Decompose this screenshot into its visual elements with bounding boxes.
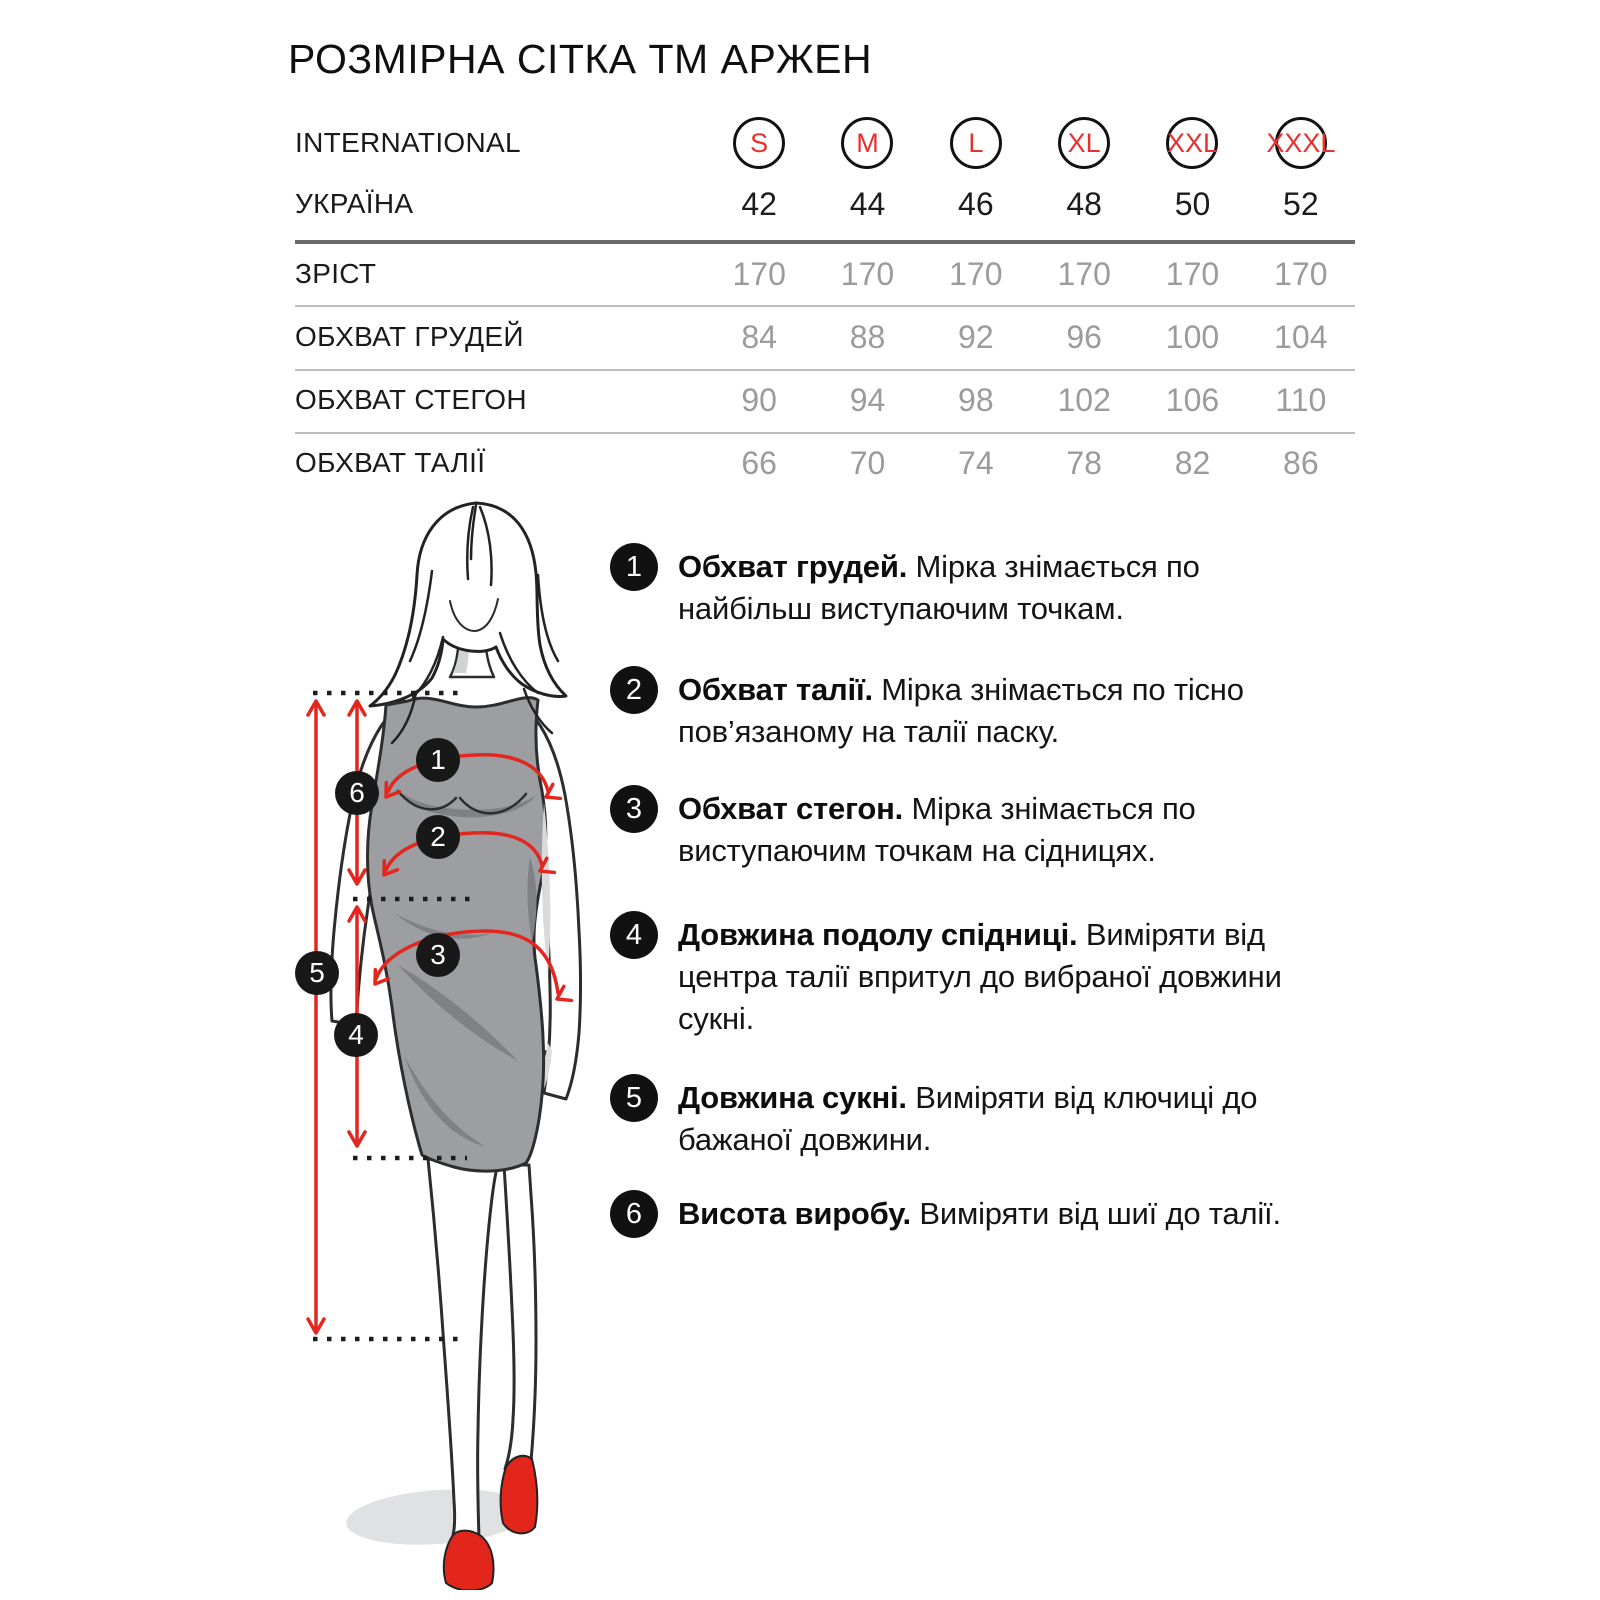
table-cell: 74 bbox=[958, 444, 994, 481]
table-divider bbox=[295, 305, 1355, 307]
table-cell: 86 bbox=[1283, 444, 1319, 481]
size-badge-xxxl: XXXL bbox=[1275, 117, 1327, 169]
size-badge-s: S bbox=[733, 117, 785, 169]
ukraine-label: УКРАЇНА bbox=[295, 188, 414, 219]
measurement-item-waist bbox=[610, 669, 1333, 753]
table-cell: 50 bbox=[1174, 185, 1211, 222]
measurement-text: Обхват стегон. Мірка знімається по виступаючим точкам на сідницях. bbox=[678, 791, 1196, 868]
measurement-text: Обхват талії. Мірка знімається по тісно пов’язаному на талії паску. bbox=[678, 672, 1244, 749]
table-cell: 170 bbox=[732, 255, 786, 292]
measurement-number-badge: 3 bbox=[610, 785, 658, 833]
measurement-text: Довжина подолу спідниці. Виміряти від центра талії впритул до вибраної довжини сукні. bbox=[678, 917, 1282, 1036]
table-cell: 82 bbox=[1174, 444, 1211, 481]
table-cell: 98 bbox=[958, 381, 994, 418]
table-divider bbox=[295, 432, 1355, 434]
size-badge-l: L bbox=[950, 117, 1002, 169]
figure-badge-waist: 2 bbox=[416, 815, 460, 859]
table-cell: 110 bbox=[1275, 381, 1327, 418]
table-cell: 70 bbox=[849, 444, 886, 481]
row-label: ОБХВАТ ГРУДЕЙ bbox=[295, 321, 524, 352]
table-cell: 170 bbox=[1165, 255, 1220, 292]
table-cell: 104 bbox=[1274, 318, 1328, 355]
table-cell: 170 bbox=[949, 255, 1003, 292]
table-cell: 52 bbox=[1283, 185, 1319, 222]
table-cell: 42 bbox=[741, 185, 777, 222]
table-cell: 48 bbox=[1066, 185, 1102, 222]
table-divider bbox=[295, 369, 1355, 371]
figure-badge-dress-length: 5 bbox=[295, 951, 339, 995]
table-cell: 102 bbox=[1057, 381, 1111, 418]
size-badge-xl: XL bbox=[1058, 117, 1110, 169]
table-row-international bbox=[295, 115, 1355, 171]
table-cell: 94 bbox=[849, 381, 886, 418]
measurement-item-item-height bbox=[610, 1193, 1333, 1238]
figure-badge-item-height: 6 bbox=[335, 771, 379, 815]
table-cell: 90 bbox=[741, 381, 777, 418]
table-cell: 106 bbox=[1165, 381, 1220, 418]
measurement-number-badge: 2 bbox=[610, 666, 658, 714]
table-row-height bbox=[295, 246, 1355, 302]
row-label: ОБХВАТ ТАЛІЇ bbox=[295, 447, 486, 478]
measurement-text: Довжина сукні. Виміряти від ключиці до бажаної довжини. bbox=[678, 1080, 1258, 1157]
measurement-item-hips bbox=[610, 788, 1333, 872]
size-badge-m: M bbox=[841, 117, 893, 169]
figure-badge-hips: 3 bbox=[416, 933, 460, 977]
figure-badge-bust: 1 bbox=[416, 738, 460, 782]
table-cell: 44 bbox=[849, 185, 886, 222]
table-cell: 170 bbox=[1057, 255, 1111, 292]
table-row-hips bbox=[295, 372, 1355, 428]
international-label: INTERNATIONAL bbox=[295, 127, 521, 158]
table-cell: 88 bbox=[849, 318, 886, 355]
table-cell: 92 bbox=[958, 318, 994, 355]
size-badge-xxl: XXL bbox=[1166, 117, 1218, 169]
measurement-item-bust bbox=[610, 546, 1333, 630]
figure-badge-skirt-length: 4 bbox=[334, 1013, 378, 1057]
measurement-number-badge: 5 bbox=[610, 1074, 658, 1122]
measurement-item-skirt-length bbox=[610, 914, 1333, 1040]
measurement-item-dress-length bbox=[610, 1077, 1333, 1161]
table-row-bust bbox=[295, 309, 1355, 365]
measurement-number-badge: 4 bbox=[610, 911, 658, 959]
table-cell: 170 bbox=[840, 255, 895, 292]
table-cell: 66 bbox=[741, 444, 777, 481]
measurement-number-badge: 6 bbox=[610, 1190, 658, 1238]
table-cell: 84 bbox=[741, 318, 777, 355]
table-cell: 78 bbox=[1066, 444, 1102, 481]
figure-illustration bbox=[280, 495, 640, 1590]
table-row-ukraine bbox=[295, 176, 1355, 232]
page-title: РОЗМІРНА СІТКА ТМ АРЖЕН bbox=[288, 36, 873, 82]
measurement-text: Обхват грудей. Мірка знімається по найбільш виступаючим точкам. bbox=[678, 549, 1200, 626]
measurement-number-badge: 1 bbox=[610, 543, 658, 591]
row-label: ОБХВАТ СТЕГОН bbox=[295, 384, 527, 415]
table-cell: 100 bbox=[1165, 318, 1220, 355]
table-cell: 96 bbox=[1066, 318, 1102, 355]
row-label: ЗРІСТ bbox=[295, 258, 377, 289]
measurement-text: Висота виробу. Виміряти від шиї до талії. bbox=[678, 1196, 1281, 1231]
table-divider bbox=[295, 240, 1355, 244]
table-row-waist bbox=[295, 435, 1355, 491]
table-cell: 46 bbox=[958, 185, 994, 222]
table-cell: 170 bbox=[1274, 255, 1328, 292]
